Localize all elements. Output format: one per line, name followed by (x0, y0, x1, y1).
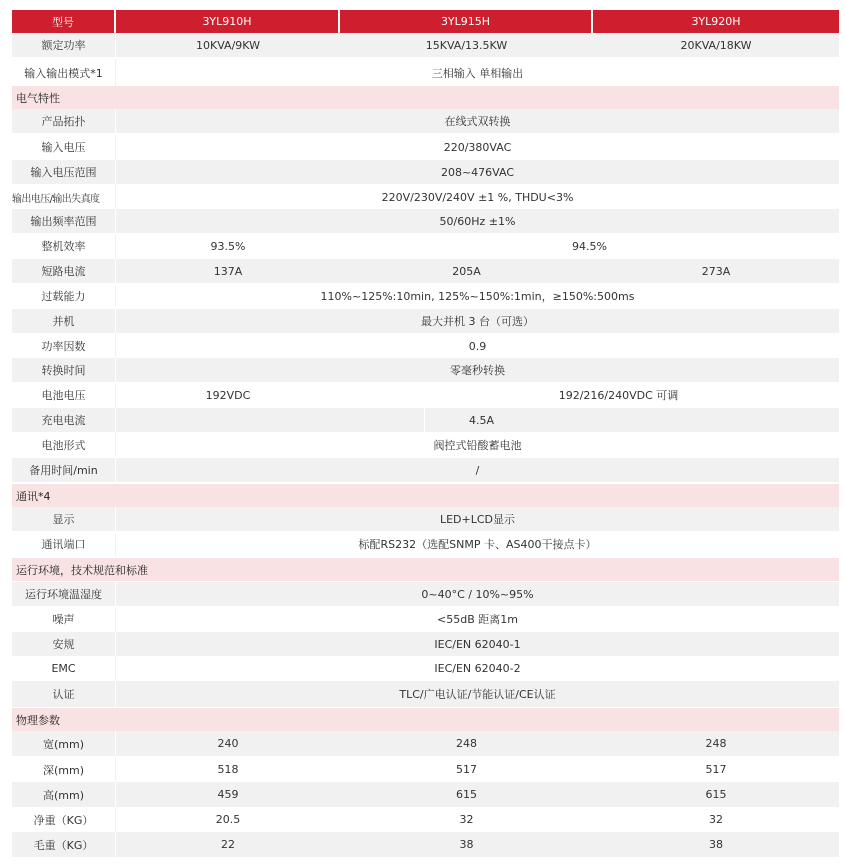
cell-all-models: TLC/广电认证/节能认证/CE认证 (399, 688, 556, 701)
cell-3yl910h: 22 (221, 838, 235, 851)
cell-all-models: <55dB 距离1m (437, 613, 518, 626)
row-label: 电池形式 (12, 433, 116, 457)
row-label: 运行环境温湿度 (12, 582, 116, 606)
cell-3yl910h: 137A (213, 264, 243, 278)
cell-all-models: 0~40°C / 10%~95% (421, 587, 534, 601)
row-certification (12, 681, 839, 707)
row-net-weight (12, 807, 839, 832)
row-io-mode (12, 59, 839, 86)
row-height (12, 782, 839, 807)
cell-3yl910h: 240 (217, 737, 239, 750)
row-topology (12, 109, 839, 133)
row-battery-voltage (12, 383, 839, 407)
cell-blank (593, 408, 839, 432)
row-rated-power (12, 33, 839, 57)
row-label: 充电电流 (12, 408, 116, 432)
row-width (12, 731, 839, 756)
cell-3yl910h: 459 (217, 788, 239, 801)
row-output-voltage (12, 185, 839, 209)
row-output-frequency (12, 209, 839, 233)
cell-all-models: LED+LCD显示 (439, 513, 516, 526)
cell-all-models: / (475, 463, 480, 477)
row-safety (12, 632, 839, 656)
row-noise (12, 607, 839, 631)
row-label: 通讯端口 (12, 532, 116, 556)
cell-3yl910h: 192VDC (205, 388, 251, 402)
header-model-label: 型号 (12, 10, 116, 33)
row-input-voltage (12, 135, 839, 159)
table-header-row (12, 10, 839, 33)
row-label: 认证 (12, 681, 116, 707)
row-label: 安规 (12, 632, 116, 656)
cell-all-models: 50/60Hz ±1% (439, 214, 516, 228)
header-model-3yl915h: 3YL915H (340, 10, 593, 33)
cell-3yl910h: 20.5 (215, 813, 241, 826)
cell-blank (116, 408, 425, 432)
row-label: 功率因数 (12, 334, 116, 358)
cell-all-models: 220/380VAC (443, 140, 512, 154)
cell-3yl920h: 20KVA/18KW (680, 38, 752, 52)
row-charge-current (12, 408, 839, 432)
row-input-voltage-range (12, 160, 839, 184)
row-label: 噪声 (12, 607, 116, 631)
cell-3yl910h: 10KVA/9KW (196, 38, 260, 52)
row-label: 额定功率 (12, 33, 116, 57)
row-emc (12, 656, 839, 680)
row-label: 备用时间/min (12, 458, 116, 482)
row-label: EMC (12, 656, 116, 680)
cell-all-models: IEC/EN 62040-1 (434, 637, 521, 651)
section-physical: 物理参数 (12, 708, 839, 731)
row-label: 过载能力 (12, 284, 116, 308)
row-label: 毛重（KG） (12, 832, 116, 857)
row-label: 产品拓扑 (12, 109, 116, 133)
row-display (12, 507, 839, 531)
cell-all-models: 零毫秒转换 (450, 364, 505, 377)
cell-3yl915h: 248 (456, 737, 477, 750)
cell-3yl910h: 93.5% (210, 239, 246, 253)
row-label: 输入输出模式*1 (12, 59, 116, 86)
row-label: 整机效率 (12, 234, 116, 258)
row-label: 输入电压范围 (12, 160, 116, 184)
row-battery-type (12, 433, 839, 457)
cell-all-models: 4.5A (469, 413, 495, 427)
cell-3yl915h: 32 (459, 813, 474, 826)
cell-all-models: 0.9 (468, 339, 487, 353)
cell-3yl920h: 273A (701, 264, 731, 278)
cell-3yl915h: 15KVA/13.5KW (425, 38, 508, 52)
cell-all-models: 三相输入 单相输出 (431, 66, 524, 80)
cell-all-models: 208~476VAC (440, 165, 515, 179)
row-label: 电池电压 (12, 383, 116, 407)
row-efficiency (12, 234, 839, 258)
cell-3yl915h: 205A (452, 264, 481, 278)
row-power-factor (12, 334, 839, 358)
row-short-circuit-current (12, 259, 839, 283)
cell-all-models: IEC/EN 62040-2 (434, 661, 521, 675)
cell-3yl915h: 517 (456, 763, 477, 776)
row-depth (12, 757, 839, 782)
row-backup-time (12, 458, 839, 482)
row-label: 输出电压/输出失真度 (12, 185, 116, 209)
row-gross-weight (12, 832, 839, 857)
section-environment: 运行环境，技术规范和标准 (12, 558, 839, 581)
section-electrical: 电气特性 (12, 86, 839, 109)
cell-all-models: 220V/230V/240V ±1 %, THDU<3% (381, 190, 574, 204)
cell-3yl910h: 518 (217, 763, 239, 776)
row-transfer-time (12, 358, 839, 382)
cell-3yl920h: 517 (705, 763, 727, 776)
row-label: 深(mm) (12, 757, 116, 782)
section-communication: 通讯*4 (12, 484, 839, 507)
cell-all-models: 最大并机 3 台（可选） (421, 315, 534, 328)
row-overload (12, 284, 839, 308)
row-label: 转换时间 (12, 358, 116, 382)
row-label: 输入电压 (12, 135, 116, 159)
row-label: 宽(mm) (12, 731, 116, 756)
cell-3yl915h: 615 (456, 788, 477, 801)
cell-all-models: 110%~125%:10min, 125%~150%:1min，≥150%:500ms (320, 290, 635, 303)
header-model-3yl910h: 3YL910H (116, 10, 340, 33)
row-label: 短路电流 (12, 259, 116, 283)
cell-3yl915h-3yl920h: 94.5% (572, 239, 607, 253)
row-comm-port (12, 532, 839, 556)
cell-3yl920h: 248 (705, 737, 727, 750)
row-label: 净重（KG） (12, 807, 116, 832)
row-label: 高(mm) (12, 782, 116, 807)
cell-all-models: 在线式双转换 (444, 115, 511, 128)
cell-3yl915h: 38 (459, 838, 474, 851)
row-label: 显示 (12, 507, 116, 531)
cell-3yl920h: 38 (709, 838, 723, 851)
cell-all-models: 阀控式铅酸蓄电池 (433, 439, 522, 452)
row-label: 输出频率范围 (12, 209, 116, 233)
cell-3yl915h-3yl920h: 192/216/240VDC 可调 (558, 389, 679, 402)
cell-all-models: 标配RS232（选配SNMP 卡、AS400干接点卡） (358, 538, 597, 551)
row-parallel (12, 309, 839, 333)
cell-3yl920h: 32 (709, 813, 723, 826)
row-operating-env (12, 582, 839, 606)
row-label: 并机 (12, 309, 116, 333)
cell-3yl920h: 615 (705, 788, 727, 801)
header-model-3yl920h: 3YL920H (691, 15, 741, 28)
